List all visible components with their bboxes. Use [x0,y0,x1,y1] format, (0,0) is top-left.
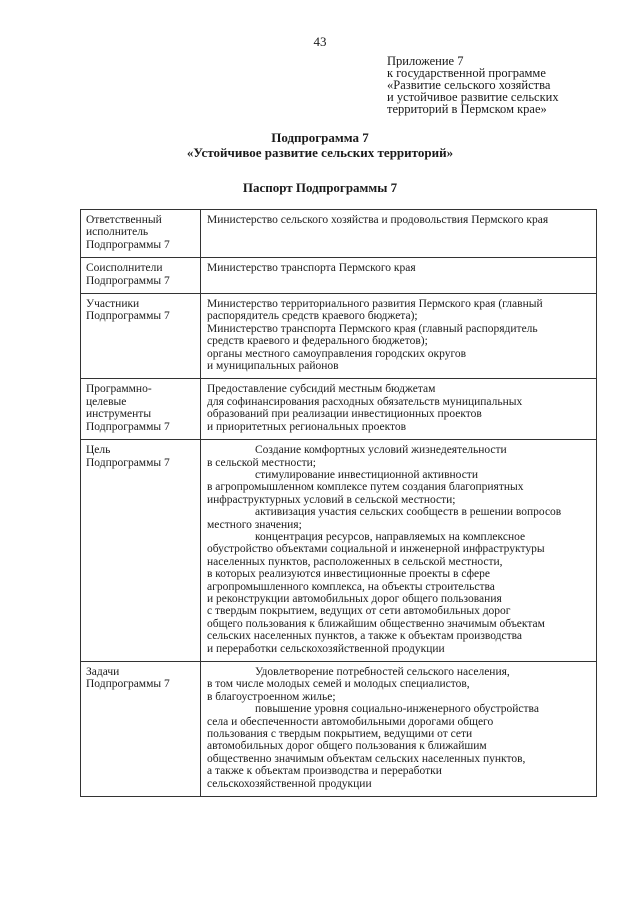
row-label-cell [81,294,201,379]
row-content-line: в которых реализуются инвестиционные проекты в сфере [207,568,490,581]
appendix-line: к государственной программе [387,66,546,80]
row-label-line: Задачи [86,666,120,678]
row-content-line: пользования с твердым покрытием, ведущими от сети [207,728,473,741]
row-label-line: Цель [86,444,111,457]
row-content-line: распорядитель средств краевого бюджета); [207,310,418,323]
row-content-line: Министерство территориального развития Пермского края (главный [207,298,543,311]
row-content-line: повышение уровня социально-инженерного обустройства [255,703,539,716]
row-label-cell [81,210,201,258]
row-content-line: с твердым покрытием, ведущих от сети автомобильных дорог [207,605,511,618]
appendix-line: Приложение 7 [387,54,464,68]
row-label-line: Подпрограммы 7 [86,310,170,323]
row-content-line: активизация участия сельских сообществ в решении вопросов [255,506,562,519]
row-label-cell [81,379,201,440]
appendix-line: и устойчивое развитие сельских [387,90,559,104]
row-content-line: Министерство транспорта Пермского края [207,262,416,275]
row-label-line: Подпрограммы 7 [86,456,170,469]
row-label-cell [81,258,201,294]
row-content-line: стимулирование инвестиционной активности [255,468,478,481]
passport-title: Паспорт Подпрограммы 7 [242,180,398,195]
row-content-line: и приоритетных региональных проектов [207,420,407,433]
passport-table [80,209,597,797]
row-content-line: а также к объектам производства и переработки [207,765,442,778]
row-content-line: Министерство транспорта Пермского края (главный распорядитель [207,322,538,335]
row-label-cell [81,440,201,662]
row-label-line: исполнитель [86,226,149,239]
page-number: 43 [313,34,327,49]
row-content-line: Предоставление субсидий местным бюджетам [207,383,436,396]
row-content-line: общего пользования к ближайшим общественно значимым объектам [207,617,545,630]
row-label-line: Программно- [86,383,152,396]
row-content-line: сельскохозяйственной продукции [207,777,372,790]
row-label-line: Подпрограммы 7 [86,274,170,287]
table-row [81,379,597,440]
row-content-line: общественно значимым объектам сельских населенных пунктов, [207,752,526,765]
table-row [81,440,597,662]
row-content-line: в сельской местности; [207,456,316,469]
row-content-cell [201,379,597,440]
row-content-line: и реконструкции автомобильных дорог общего пользования [207,592,502,605]
row-content-line: в агропромышленном комплексе путем создания благоприятных [207,481,524,494]
row-content-line: села и обеспеченности автомобильными дорогами общего [207,715,494,728]
row-label-line: Ответственный [86,214,162,226]
row-content-line: обустройство объектами социальной и инженерной инфраструктуры [207,543,545,556]
row-content-line: автомобильных дорог общего пользования к ближайшим [207,740,487,753]
row-content-cell [201,258,597,294]
row-content-line: населенных пунктов, расположенных в сельской местности, [207,555,503,568]
row-label-line: Участники [86,298,140,311]
row-content-line: Удовлетворение потребностей сельского населения, [255,666,510,678]
row-content-line: в благоустроенном жилье; [207,690,336,703]
row-content-line: для софинансирования расходных обязательств муниципальных [207,395,523,408]
row-content-line: концентрация ресурсов, направляемых на комплексное [255,530,526,543]
row-content-line: Создание комфортных условий жизнедеятельности [255,444,507,457]
row-content-line: сельских населенных пунктов, а также к объектам производства [207,630,522,643]
row-content-cell [201,294,597,379]
row-content-line: агропромышленного комплекса, на объекты строительства [207,580,495,593]
row-content-cell [201,662,597,797]
row-content-line: образований при реализации инвестиционных проектов [207,408,482,421]
table-row [81,662,597,797]
row-content-line: органы местного самоуправления городских округов [207,347,467,360]
row-label-line: инструменты [86,408,152,421]
row-content-line: и муниципальных районов [207,360,339,373]
row-content-line: в том числе молодых семей и молодых специалистов, [207,678,470,691]
appendix-line: территорий в Пермском крае» [387,102,547,116]
row-content-line: инфраструктурных условий в сельской местности; [207,493,456,506]
subprogram-title-line: Подпрограмма 7 [271,130,369,145]
row-content-line: и переработки сельскохозяйственной продукции [207,642,445,655]
row-label-line: Подпрограммы 7 [86,238,170,251]
row-label-line: Подпрограммы 7 [86,678,170,691]
appendix-block [387,55,627,115]
table-row [81,210,597,258]
row-label-line: Подпрограммы 7 [86,420,170,433]
passport-table-body [81,210,597,797]
row-content-line: Министерство сельского хозяйства и продовольствия Пермского края [207,214,549,226]
row-label-cell [81,662,201,797]
row-label-line: целевые [86,395,127,408]
row-content-cell [201,440,597,662]
row-label-line: Соисполнители [86,262,163,275]
subprogram-title-line: «Устойчивое развитие сельских территорий» [186,145,454,160]
table-row [81,258,597,294]
appendix-line: «Развитие сельского хозяйства [387,78,551,92]
row-content-cell [201,210,597,258]
row-content-line: средств краевого и федерального бюджетов); [207,335,428,348]
table-row [81,294,597,379]
subprogram-title [0,130,640,160]
row-content-line: местного значения; [207,518,302,531]
